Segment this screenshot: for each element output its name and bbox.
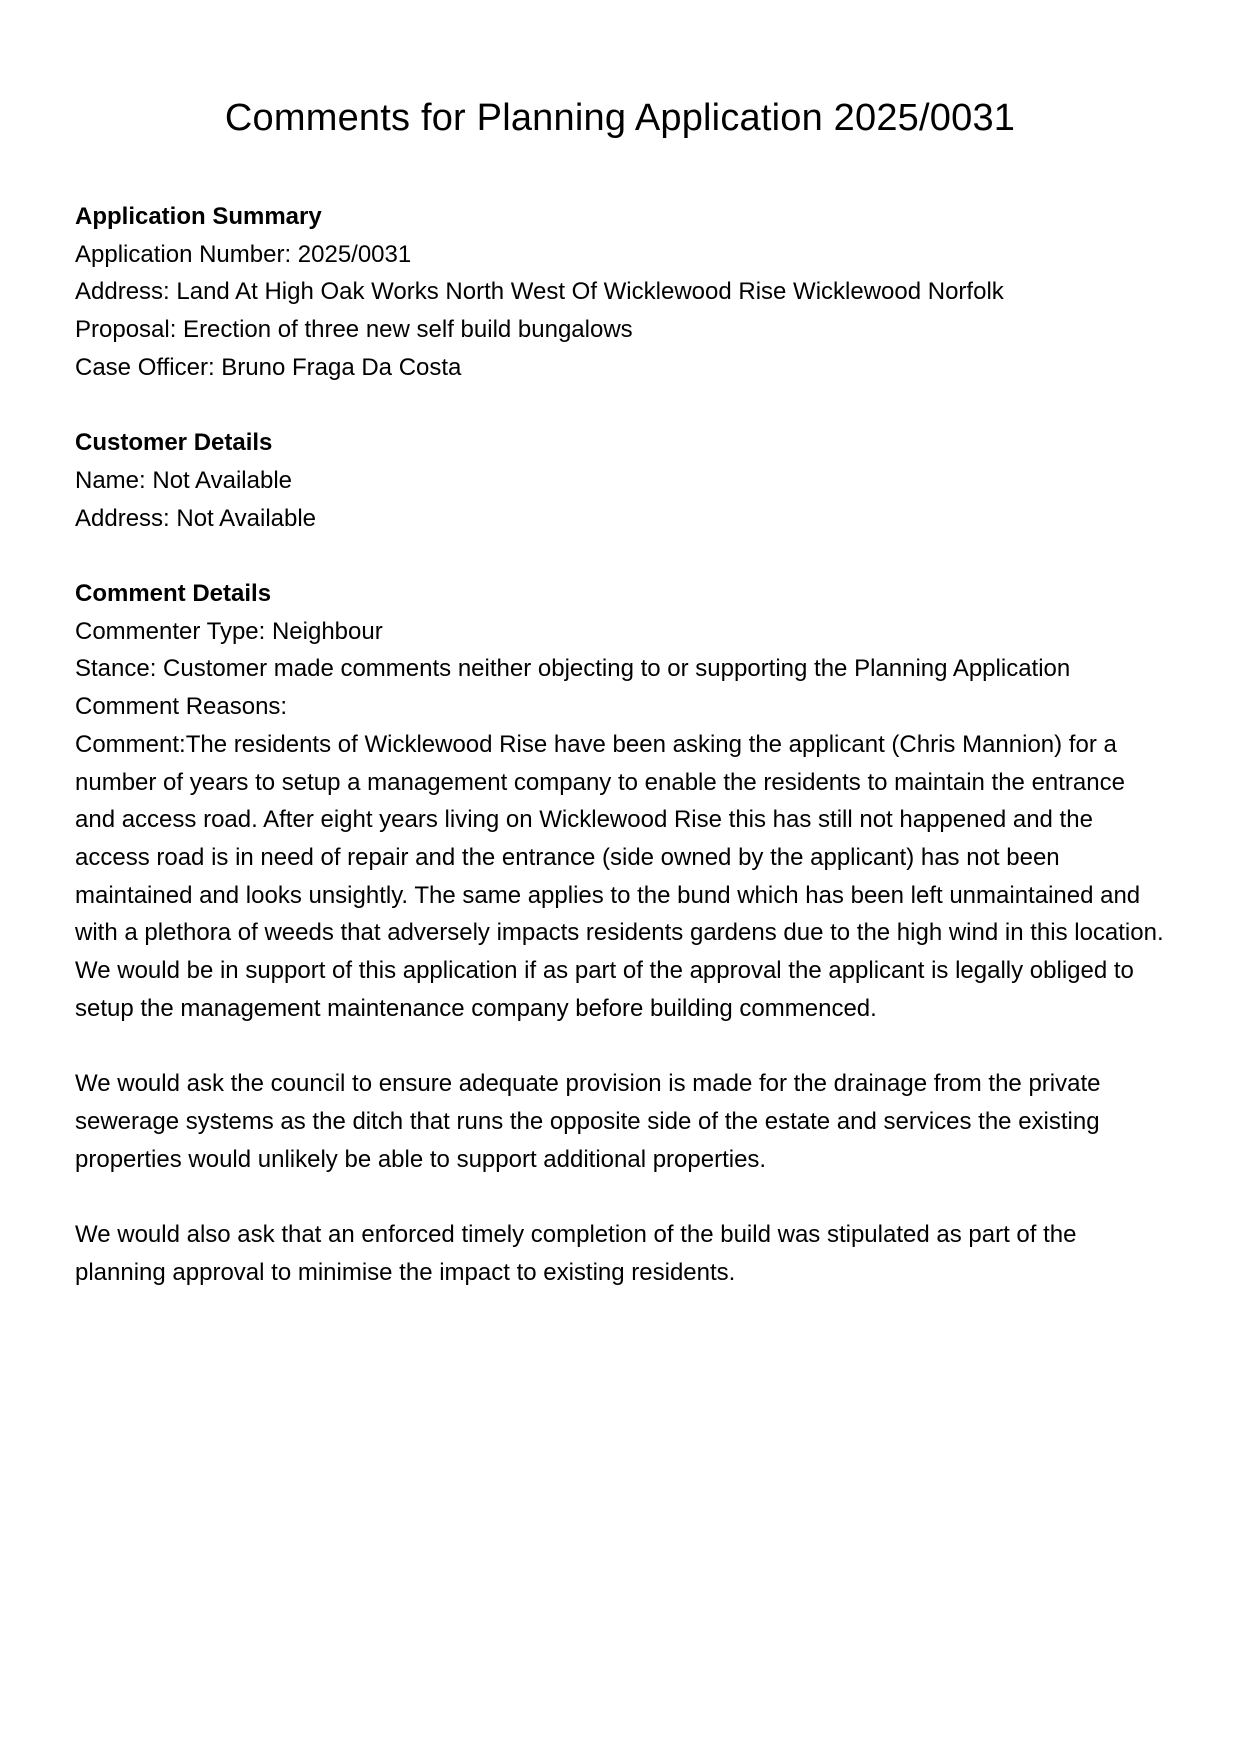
comment-stance: Stance: Customer made comments neither objecting to or supporting the Planning Application xyxy=(75,655,1071,683)
customer-name: Name: Not Available xyxy=(75,466,293,494)
page-title: Comments for Planning Application 2025/0031 xyxy=(224,97,1016,139)
comment-paragraph-3: We would also ask that an enforced timely completion of the build was stipulated as part of the planning approval to minimise the impact to existing residents. xyxy=(75,1220,1077,1286)
application-proposal: Proposal: Erection of three new self build bungalows xyxy=(75,316,633,344)
commenter-type: Commenter Type: Neighbour xyxy=(75,617,383,645)
comment-details-section xyxy=(75,575,1165,1291)
application-number: Application Number: 2025/0031 xyxy=(75,240,412,268)
comment-paragraph-2: We would ask the council to ensure adequate provision is made for the drainage from the private sewerage systems as the ditch that runs the opposite side of the estate and services the existing properties would unlikely be able to support additional properties. xyxy=(75,1070,1101,1173)
document-body xyxy=(75,198,1165,1329)
customer-details-heading: Customer Details xyxy=(75,429,273,457)
customer-address: Address: Not Available xyxy=(75,504,317,532)
application-address: Address: Land At High Oak Works North West Of Wicklewood Rise Wicklewood Norfolk xyxy=(75,278,1004,306)
case-officer: Case Officer: Bruno Fraga Da Costa xyxy=(75,353,462,381)
application-summary-section xyxy=(75,198,1165,387)
comment-reasons: Comment Reasons: xyxy=(75,693,288,721)
comment-paragraph-1: Comment:The residents of Wicklewood Rise have been asking the applicant (Chris Mannion) for a number of years to setup a management company to enable the residents to maintain the entrance and access road. After eight years living on Wicklewood Rise this has still not happened and the access road is in need of repair and the entrance (side owned by the applicant) has not been maintained and looks unsightly. The same applies to the bund which has been left unmaintained and with a plethora of weeds that adversely impacts residents gardens due to the high wind in this location. We would be in support of this application if as part of the approval the applicant is legally obliged to setup the management maintenance company before building commenced. xyxy=(75,730,1164,1022)
application-summary-heading: Application Summary xyxy=(75,203,322,230)
customer-details-section xyxy=(75,424,1165,537)
comment-details-heading: Comment Details xyxy=(75,580,272,607)
